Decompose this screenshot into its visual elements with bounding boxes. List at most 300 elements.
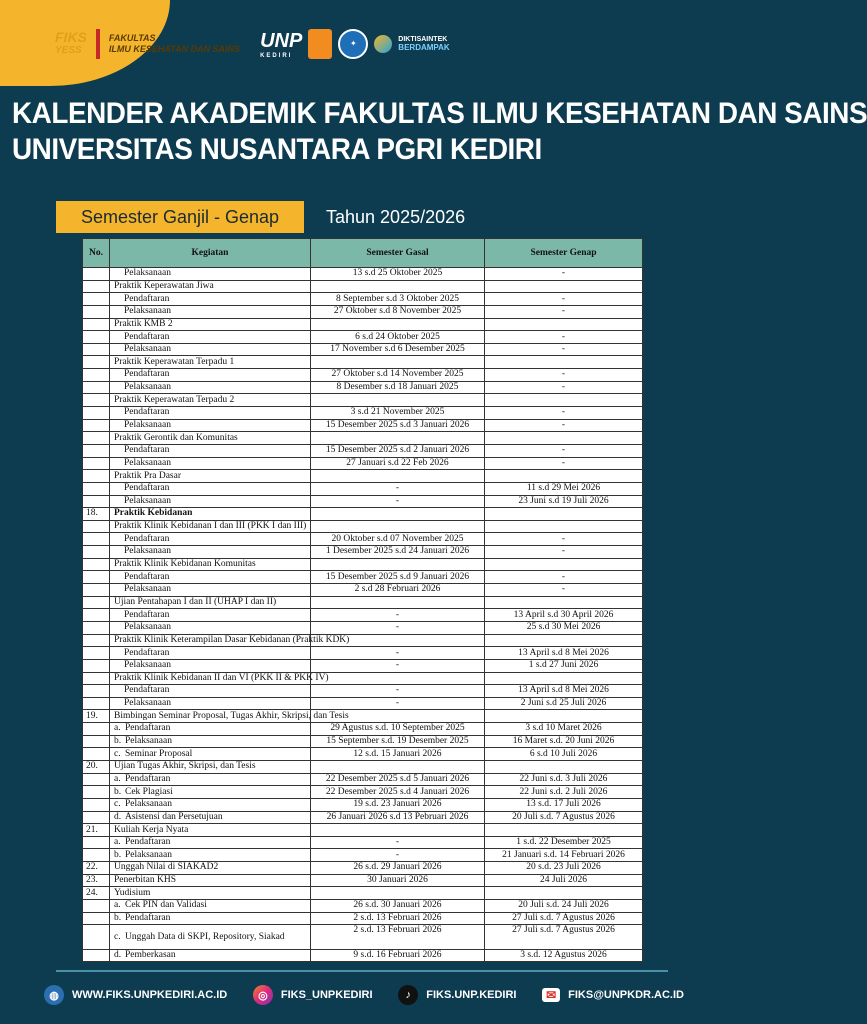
table-row bbox=[83, 824, 643, 837]
cell-no bbox=[83, 900, 110, 913]
cell-kegiatan-text: Pemberkasan bbox=[125, 950, 176, 961]
table-row bbox=[83, 811, 643, 824]
cell-kegiatan: Pendaftaran bbox=[110, 407, 311, 420]
cell-genap: - bbox=[485, 407, 643, 420]
cell-kegiatan-text: Pelaksanaan bbox=[125, 799, 172, 810]
cell-kegiatan: Pendaftaran bbox=[110, 533, 311, 546]
cell-gasal: 27 Oktober s.d 8 November 2025 bbox=[311, 305, 485, 318]
cell-genap bbox=[485, 432, 643, 445]
cell-kegiatan: Pelaksanaan bbox=[110, 381, 311, 394]
cell-gasal: 27 Januari s.d 22 Feb 2026 bbox=[311, 457, 485, 470]
cell-genap: 11 s.d 29 Mei 2026 bbox=[485, 482, 643, 495]
diktis-line-2: BERDAMPAK bbox=[398, 43, 450, 52]
cell-sub-marker: a. bbox=[114, 900, 121, 911]
cell-kegiatan: Pelaksanaan bbox=[110, 495, 311, 508]
cell-no bbox=[83, 356, 110, 369]
cell-gasal bbox=[311, 760, 485, 773]
cell-no bbox=[83, 849, 110, 862]
cell-kegiatan: Pendaftaran bbox=[110, 369, 311, 382]
cell-gasal: 17 November s.d 6 Desember 2025 bbox=[311, 343, 485, 356]
cell-kegiatan: Yudisium bbox=[110, 887, 311, 900]
unp-logo-sub: KEDIRI bbox=[260, 52, 293, 59]
cell-no: 21. bbox=[83, 824, 110, 837]
cell-genap bbox=[485, 710, 643, 723]
page-title bbox=[12, 96, 867, 168]
cell-gasal: - bbox=[311, 621, 485, 634]
cell-genap: 2 Juni s.d 25 Juli 2026 bbox=[485, 697, 643, 710]
cell-no bbox=[83, 432, 110, 445]
globe-icon: ◍ bbox=[44, 985, 64, 1005]
calendar-table bbox=[82, 238, 643, 962]
footer-tiktok[interactable] bbox=[398, 985, 516, 1005]
cell-gasal: 30 Januari 2026 bbox=[311, 874, 485, 887]
cell-genap bbox=[485, 508, 643, 521]
cell-gasal bbox=[311, 824, 485, 837]
diktisaintek-logo-icon bbox=[374, 35, 392, 53]
table-row bbox=[83, 343, 643, 356]
cell-gasal bbox=[311, 318, 485, 331]
title-line-1: KALENDER AKADEMIK FAKULTAS ILMU KESEHATAN DAN SAINS bbox=[12, 97, 867, 130]
cell-genap bbox=[485, 887, 643, 900]
cell-gasal: - bbox=[311, 849, 485, 862]
cell-genap bbox=[485, 760, 643, 773]
cell-gasal: - bbox=[311, 836, 485, 849]
table-row bbox=[83, 836, 643, 849]
cell-genap: - bbox=[485, 419, 643, 432]
table-row bbox=[83, 659, 643, 672]
table-row bbox=[83, 672, 643, 685]
table-row bbox=[83, 318, 643, 331]
cell-gasal bbox=[311, 887, 485, 900]
cell-kegiatan: Pendaftaran bbox=[110, 482, 311, 495]
cell-kegiatan-text: Pelaksanaan bbox=[125, 849, 172, 860]
cell-kegiatan-text: Pendaftaran bbox=[125, 912, 171, 923]
cell-no bbox=[83, 558, 110, 571]
fiks-logo-text: FIKS bbox=[55, 29, 87, 45]
cell-gasal: 20 Oktober s.d 07 November 2025 bbox=[311, 533, 485, 546]
table-row bbox=[83, 862, 643, 875]
cell-no bbox=[83, 546, 110, 559]
divider-bar bbox=[96, 29, 100, 59]
title-line-2: UNIVERSITAS NUSANTARA PGRI KEDIRI bbox=[12, 133, 542, 166]
footer-divider bbox=[56, 970, 668, 972]
table-row bbox=[83, 723, 643, 736]
unp-logo-text: UNP bbox=[260, 29, 303, 52]
table-row bbox=[83, 710, 643, 723]
cell-genap: 13 April s.d 30 April 2026 bbox=[485, 609, 643, 622]
cell-gasal: 26 Januari 2026 s.d 13 Pebruari 2026 bbox=[311, 811, 485, 824]
cell-no bbox=[83, 621, 110, 634]
cell-kegiatan-text: Unggah Data di SKPI, Repository, Siakad bbox=[125, 931, 285, 942]
cell-genap: 13 s.d. 17 Juli 2026 bbox=[485, 798, 643, 811]
cell-kegiatan: Pelaksanaan bbox=[110, 268, 311, 281]
table-row bbox=[83, 925, 643, 950]
cell-gasal bbox=[311, 394, 485, 407]
cell-kegiatan-text: Cek Plagiasi bbox=[125, 786, 173, 797]
cell-no: 22. bbox=[83, 862, 110, 875]
table-row bbox=[83, 520, 643, 533]
table-row bbox=[83, 457, 643, 470]
fiks-logo bbox=[55, 31, 87, 57]
cell-gasal bbox=[311, 596, 485, 609]
table-row bbox=[83, 558, 643, 571]
cell-genap bbox=[485, 558, 643, 571]
cell-genap bbox=[485, 356, 643, 369]
cell-kegiatan-text: Seminar Proposal bbox=[125, 748, 193, 759]
tut-wuri-logo-icon: ✦ bbox=[338, 29, 368, 59]
cell-no bbox=[83, 925, 110, 950]
table-row bbox=[83, 331, 643, 344]
cell-genap: 13 April s.d 8 Mei 2026 bbox=[485, 685, 643, 698]
table-row bbox=[83, 432, 643, 445]
cell-kegiatan bbox=[110, 786, 311, 799]
cell-genap: 24 Juli 2026 bbox=[485, 874, 643, 887]
cell-kegiatan: Praktik Keperawatan Terpadu 1 bbox=[110, 356, 311, 369]
cell-genap: - bbox=[485, 369, 643, 382]
cell-no bbox=[83, 394, 110, 407]
header-logos bbox=[55, 24, 450, 64]
cell-gasal: 15 Desember 2025 s.d 3 Januari 2026 bbox=[311, 419, 485, 432]
cell-gasal: 26 s.d. 30 Januari 2026 bbox=[311, 900, 485, 913]
cell-kegiatan bbox=[110, 735, 311, 748]
cell-genap: - bbox=[485, 381, 643, 394]
table-body bbox=[83, 268, 643, 962]
cell-kegiatan: Pelaksanaan bbox=[110, 584, 311, 597]
cell-gasal bbox=[311, 356, 485, 369]
cell-no bbox=[83, 495, 110, 508]
table-row bbox=[83, 773, 643, 786]
cell-gasal bbox=[311, 470, 485, 483]
cell-no bbox=[83, 773, 110, 786]
cell-kegiatan: Pelaksanaan bbox=[110, 659, 311, 672]
cell-sub-marker: a. bbox=[114, 773, 121, 784]
cell-no: 24. bbox=[83, 887, 110, 900]
cell-kegiatan: Praktik Pra Dasar bbox=[110, 470, 311, 483]
cell-gasal: 15 Desember 2025 s.d 9 Januari 2026 bbox=[311, 571, 485, 584]
header-gasal: Semester Gasal bbox=[311, 239, 485, 268]
cell-kegiatan-text: Pelaksanaan bbox=[125, 736, 172, 747]
cell-genap: 20 Juli s.d. 24 Juli 2026 bbox=[485, 900, 643, 913]
cell-genap: - bbox=[485, 584, 643, 597]
cell-kegiatan: Pendaftaran bbox=[110, 331, 311, 344]
cell-kegiatan: Praktik Gerontik dan Komunitas bbox=[110, 432, 311, 445]
cell-gasal: 26 s.d. 29 Januari 2026 bbox=[311, 862, 485, 875]
table-row bbox=[83, 621, 643, 634]
cell-genap: - bbox=[485, 343, 643, 356]
year-label: Tahun 2025/2026 bbox=[326, 207, 466, 227]
cell-no bbox=[83, 596, 110, 609]
cell-no bbox=[83, 482, 110, 495]
table-row bbox=[83, 849, 643, 862]
cell-kegiatan: Unggah Nilai di SIAKAD2 bbox=[110, 862, 311, 875]
cell-sub-marker: b. bbox=[114, 849, 122, 860]
cell-no bbox=[83, 533, 110, 546]
cell-gasal: 6 s.d 24 Oktober 2025 bbox=[311, 331, 485, 344]
table-row bbox=[83, 900, 643, 913]
cell-no bbox=[83, 584, 110, 597]
cell-kegiatan: Praktik Klinik Kebidanan I dan III (PKK I dan III) bbox=[110, 520, 311, 533]
cell-genap: 22 Juni s.d. 2 Juli 2026 bbox=[485, 786, 643, 799]
cell-kegiatan bbox=[110, 811, 311, 824]
footer-website[interactable] bbox=[44, 985, 227, 1005]
table-row bbox=[83, 356, 643, 369]
cell-kegiatan: Pelaksanaan bbox=[110, 305, 311, 318]
cell-gasal: 27 Oktober s.d 14 November 2025 bbox=[311, 369, 485, 382]
cell-no bbox=[83, 634, 110, 647]
cell-genap: - bbox=[485, 533, 643, 546]
table-row bbox=[83, 596, 643, 609]
cell-no bbox=[83, 811, 110, 824]
cell-gasal bbox=[311, 558, 485, 571]
table-row bbox=[83, 647, 643, 660]
cell-genap: - bbox=[485, 331, 643, 344]
cell-kegiatan: Pendaftaran bbox=[110, 571, 311, 584]
table-row bbox=[83, 798, 643, 811]
cell-genap: 23 Juni s.d 19 Juli 2026 bbox=[485, 495, 643, 508]
cell-no bbox=[83, 470, 110, 483]
table-row bbox=[83, 748, 643, 761]
cell-gasal bbox=[311, 280, 485, 293]
cell-kegiatan bbox=[110, 949, 311, 962]
cell-sub-marker: b. bbox=[114, 786, 122, 797]
cell-genap bbox=[485, 672, 643, 685]
cell-no bbox=[83, 571, 110, 584]
table-row bbox=[83, 546, 643, 559]
cell-genap: 3 s.d. 12 Agustus 2026 bbox=[485, 949, 643, 962]
cell-sub-marker: d. bbox=[114, 811, 122, 822]
cell-kegiatan bbox=[110, 849, 311, 862]
yess-logo-text: YESS bbox=[55, 45, 82, 56]
cell-kegiatan-text: Pendaftaran bbox=[125, 837, 171, 848]
cell-no: 20. bbox=[83, 760, 110, 773]
diktis-line-1: DIKTISAINTEK bbox=[398, 36, 448, 43]
faculty-logo-text bbox=[109, 33, 240, 55]
cell-no bbox=[83, 268, 110, 281]
cell-gasal: 2 s.d 28 Februari 2026 bbox=[311, 584, 485, 597]
table-row bbox=[83, 685, 643, 698]
cell-no bbox=[83, 419, 110, 432]
cell-no: 23. bbox=[83, 874, 110, 887]
cell-kegiatan: Pelaksanaan bbox=[110, 697, 311, 710]
table-row bbox=[83, 407, 643, 420]
faculty-line-1: FAKULTAS bbox=[108, 33, 156, 43]
table-row bbox=[83, 508, 643, 521]
cell-no bbox=[83, 369, 110, 382]
cell-genap bbox=[485, 520, 643, 533]
table-row bbox=[83, 369, 643, 382]
cell-genap: 21 Januari s.d. 14 Februari 2026 bbox=[485, 849, 643, 862]
table-row bbox=[83, 786, 643, 799]
cell-gasal: 8 September s.d 3 Oktober 2025 bbox=[311, 293, 485, 306]
cell-gasal: 22 Desember 2025 s.d 5 Januari 2026 bbox=[311, 773, 485, 786]
instagram-text: FIKS_UNPKEDIRI bbox=[280, 989, 373, 1001]
cell-kegiatan: Ujian Pentahapan I dan II (UHAP I dan II) bbox=[110, 596, 311, 609]
cell-no: 19. bbox=[83, 710, 110, 723]
table-row bbox=[83, 584, 643, 597]
table-row bbox=[83, 533, 643, 546]
cell-genap: 20 s.d. 23 Juli 2026 bbox=[485, 862, 643, 875]
email-text: FIKS@UNPKDR.AC.ID bbox=[568, 989, 684, 1001]
cell-no bbox=[83, 697, 110, 710]
cell-kegiatan: Praktik Keperawatan Jiwa bbox=[110, 280, 311, 293]
cell-genap: - bbox=[485, 293, 643, 306]
cell-kegiatan: Pendaftaran bbox=[110, 685, 311, 698]
cell-genap bbox=[485, 280, 643, 293]
cell-sub-marker: c. bbox=[114, 931, 121, 942]
cell-kegiatan: Penerbitan KHS bbox=[110, 874, 311, 887]
cell-kegiatan: Praktik Klinik Kebidanan II dan VI (PKK II & PKK IV) bbox=[110, 672, 311, 685]
cell-gasal: - bbox=[311, 482, 485, 495]
cell-genap bbox=[485, 596, 643, 609]
cell-gasal: 2 s.d. 13 Februari 2026 bbox=[311, 925, 485, 950]
cell-gasal: 19 s.d. 23 Januari 2026 bbox=[311, 798, 485, 811]
cell-gasal bbox=[311, 520, 485, 533]
table-row bbox=[83, 887, 643, 900]
cell-no bbox=[83, 280, 110, 293]
table-row bbox=[83, 571, 643, 584]
cell-gasal: 8 Desember s.d 18 Januari 2025 bbox=[311, 381, 485, 394]
header-genap: Semester Genap bbox=[485, 239, 643, 268]
table-row bbox=[83, 949, 643, 962]
cell-kegiatan bbox=[110, 798, 311, 811]
cell-gasal: - bbox=[311, 659, 485, 672]
table-row bbox=[83, 419, 643, 432]
cell-no bbox=[83, 381, 110, 394]
cell-gasal: 9 s.d. 16 Februari 2026 bbox=[311, 949, 485, 962]
faculty-line-2: ILMU KESEHATAN DAN SAINS bbox=[108, 44, 241, 54]
cell-kegiatan bbox=[110, 912, 311, 925]
cell-no bbox=[83, 659, 110, 672]
mail-icon: ✉ bbox=[542, 988, 560, 1002]
footer-email[interactable] bbox=[542, 988, 684, 1002]
cell-sub-marker: b. bbox=[114, 912, 122, 923]
cell-no bbox=[83, 331, 110, 344]
cell-genap bbox=[485, 394, 643, 407]
table-row bbox=[83, 394, 643, 407]
cell-gasal: - bbox=[311, 495, 485, 508]
cell-kegiatan: Pendaftaran bbox=[110, 293, 311, 306]
cell-sub-marker: b. bbox=[114, 736, 122, 747]
cell-no bbox=[83, 609, 110, 622]
cell-kegiatan: Pelaksanaan bbox=[110, 546, 311, 559]
cell-kegiatan-text: Cek PIN dan Validasi bbox=[125, 900, 207, 911]
table-row bbox=[83, 735, 643, 748]
cell-gasal bbox=[311, 672, 485, 685]
cell-kegiatan-text: Pendaftaran bbox=[125, 773, 171, 784]
cell-gasal: - bbox=[311, 609, 485, 622]
cell-no bbox=[83, 836, 110, 849]
cell-genap: 13 April s.d 8 Mei 2026 bbox=[485, 647, 643, 660]
cell-kegiatan: Pendaftaran bbox=[110, 444, 311, 457]
cell-kegiatan bbox=[110, 773, 311, 786]
cell-no bbox=[83, 343, 110, 356]
cell-gasal: - bbox=[311, 685, 485, 698]
table-row bbox=[83, 381, 643, 394]
cell-genap: 1 s.d. 22 Desember 2025 bbox=[485, 836, 643, 849]
cell-gasal: 15 September s.d. 19 Desember 2025 bbox=[311, 735, 485, 748]
cell-no bbox=[83, 949, 110, 962]
cell-kegiatan: Pelaksanaan bbox=[110, 621, 311, 634]
cell-sub-marker: d. bbox=[114, 950, 122, 961]
cell-genap: - bbox=[485, 305, 643, 318]
cell-no bbox=[83, 520, 110, 533]
cell-no bbox=[83, 457, 110, 470]
cell-no bbox=[83, 305, 110, 318]
kampus-badge-icon bbox=[308, 29, 332, 59]
footer-instagram[interactable] bbox=[253, 985, 373, 1005]
cell-no bbox=[83, 748, 110, 761]
cell-kegiatan bbox=[110, 723, 311, 736]
cell-kegiatan: Pelaksanaan bbox=[110, 343, 311, 356]
tiktok-text: FIKS.UNP.KEDIRI bbox=[426, 989, 517, 1001]
table-row bbox=[83, 293, 643, 306]
cell-genap: 3 s.d 10 Maret 2026 bbox=[485, 723, 643, 736]
cell-genap: - bbox=[485, 457, 643, 470]
cell-gasal bbox=[311, 432, 485, 445]
cell-genap: 25 s.d 30 Mei 2026 bbox=[485, 621, 643, 634]
cell-genap: 16 Maret s.d. 20 Juni 2026 bbox=[485, 735, 643, 748]
cell-gasal: 15 Desember 2025 s.d 2 Januari 2026 bbox=[311, 444, 485, 457]
cell-no bbox=[83, 685, 110, 698]
cell-kegiatan-text: Pendaftaran bbox=[125, 723, 171, 734]
cell-sub-marker: a. bbox=[114, 837, 121, 848]
cell-sub-marker: c. bbox=[114, 748, 121, 759]
cell-no bbox=[83, 723, 110, 736]
unp-logo bbox=[260, 30, 302, 59]
cell-genap: - bbox=[485, 571, 643, 584]
cell-gasal: 1 Desember 2025 s.d 24 Januari 2026 bbox=[311, 546, 485, 559]
header-kegiatan: Kegiatan bbox=[110, 239, 311, 268]
cell-genap: - bbox=[485, 546, 643, 559]
website-text: WWW.FIKS.UNPKEDIRI.AC.ID bbox=[72, 989, 228, 1001]
cell-genap: 27 Juli s.d. 7 Agustus 2026 bbox=[485, 925, 643, 950]
cell-no bbox=[83, 318, 110, 331]
cell-no bbox=[83, 912, 110, 925]
cell-genap: 1 s.d 27 Juni 2026 bbox=[485, 659, 643, 672]
table-row bbox=[83, 470, 643, 483]
cell-kegiatan bbox=[110, 748, 311, 761]
cell-gasal: 13 s.d 25 Oktober 2025 bbox=[311, 268, 485, 281]
cell-gasal: 2 s.d. 13 Februari 2026 bbox=[311, 912, 485, 925]
footer bbox=[44, 985, 684, 1005]
cell-no bbox=[83, 647, 110, 660]
cell-no bbox=[83, 735, 110, 748]
table-row bbox=[83, 495, 643, 508]
cell-genap bbox=[485, 318, 643, 331]
cell-gasal: 12 s.d. 15 Januari 2026 bbox=[311, 748, 485, 761]
cell-genap: - bbox=[485, 268, 643, 281]
cell-kegiatan bbox=[110, 900, 311, 913]
cell-kegiatan: Pelaksanaan bbox=[110, 419, 311, 432]
cell-kegiatan: Pendaftaran bbox=[110, 647, 311, 660]
cell-gasal: 29 Agustus s.d. 10 September 2025 bbox=[311, 723, 485, 736]
cell-kegiatan bbox=[110, 925, 311, 950]
table-header-row bbox=[83, 239, 643, 268]
cell-no bbox=[83, 798, 110, 811]
cell-genap: 20 Juli s.d. 7 Agustus 2026 bbox=[485, 811, 643, 824]
cell-genap: 6 s.d 10 Juli 2026 bbox=[485, 748, 643, 761]
cell-kegiatan: Pelaksanaan bbox=[110, 457, 311, 470]
cell-no bbox=[83, 786, 110, 799]
cell-gasal bbox=[311, 508, 485, 521]
cell-genap bbox=[485, 634, 643, 647]
semester-label: Semester Ganjil - Genap bbox=[56, 201, 304, 233]
table-row bbox=[83, 305, 643, 318]
table-row bbox=[83, 482, 643, 495]
table-row bbox=[83, 268, 643, 281]
cell-sub-marker: a. bbox=[114, 723, 121, 734]
table-row bbox=[83, 760, 643, 773]
